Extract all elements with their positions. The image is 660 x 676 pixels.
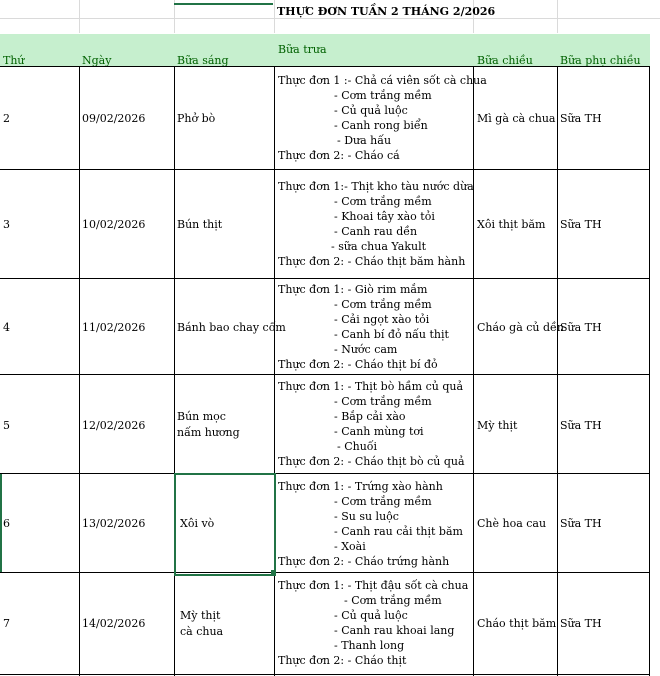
menu-line: - Củ quả luộc [334,609,408,622]
cell-bua-sang[interactable]: Mỳ thịt [180,609,221,622]
menu-line: Thực đơn 2: - Cháo trứng hành [278,555,450,568]
cell-thu[interactable]: 2 [3,112,10,125]
column-border [79,66,80,676]
menu-line: - Su su luộc [334,510,399,523]
row-border [0,572,650,573]
header-bua-trua[interactable]: Bữa trưa [278,43,327,56]
grid-line [274,0,275,33]
menu-line: Thực đơn 1:- Thịt kho tàu nước dừa [278,180,474,193]
cell-thu[interactable]: 4 [3,321,10,334]
menu-line: - Dưa hấu [337,134,392,147]
cell-bua-sang[interactable]: Xôi vò [180,517,215,530]
menu-line: - Củ quả luộc [334,104,408,117]
cell-ngay[interactable]: 13/02/2026 [82,517,146,530]
menu-line: - Thanh long [334,639,405,652]
cell-thu[interactable]: 5 [3,419,10,432]
cell-bua-phu-chieu[interactable]: Sữa TH [560,419,602,432]
menu-line: - Chuối [337,440,378,453]
cell-ngay[interactable]: 14/02/2026 [82,617,146,630]
menu-line: Thực đơn 1: - Giò rim mắm [278,283,428,296]
row-border [0,374,650,375]
menu-line: - Cơm trắng mềm [334,495,432,508]
menu-line: Thực đơn 1 :- Chả cá viên sốt cà chua [278,74,487,87]
menu-line: - Cải ngọt xào tỏi [334,313,430,326]
column-border [274,66,275,676]
grid-line [0,18,660,19]
menu-line: Thực đơn 2: - Cháo thịt [278,654,407,667]
cell-ngay[interactable]: 10/02/2026 [82,218,146,231]
menu-line: Thực đơn 2: - Cháo thịt bí đỏ [278,358,438,371]
cell-thu[interactable]: 7 [3,617,10,630]
column-selection-marker [174,0,273,5]
menu-line: - Cơm trắng mềm [334,298,432,311]
cell-thu[interactable]: 3 [3,218,10,231]
header-bua-sang[interactable]: Bữa sáng [177,54,229,67]
cell-bua-chieu[interactable]: Cháo gà củ dền [477,321,564,334]
cell-bua-sang[interactable]: Bún thịt [177,218,223,231]
menu-line: - Canh mùng tơi [334,425,424,438]
column-border [557,66,558,676]
fill-handle[interactable] [271,570,276,575]
cell-bua-chieu[interactable]: Chè hoa cau [477,517,547,530]
menu-line: Thực đơn 1: - Trứng xào hành [278,480,443,493]
menu-line: Thực đơn 2: - Cháo cá [278,149,400,162]
row-border [0,473,650,474]
cell-bua-trua[interactable] [278,379,465,469]
active-cell-selection[interactable] [174,473,276,576]
cell-bua-sang[interactable]: Bún mọc [177,410,226,423]
menu-line: - sữa chua Yakult [331,240,427,253]
menu-line: Thực đơn 1: - Thịt bò hầm củ quả [278,380,464,393]
menu-line: - Cơm trắng mềm [344,594,442,607]
menu-line: - Cơm trắng mềm [334,89,432,102]
cell-bua-phu-chieu[interactable]: Sữa TH [560,112,602,125]
cell-bua-phu-chieu[interactable]: Sữa TH [560,218,602,231]
menu-title[interactable]: THỰC ĐƠN TUẦN 2 THÁNG 2/2026 [277,5,496,18]
cell-bua-chieu[interactable]: Mì gà cà chua [477,112,556,125]
cell-ngay[interactable]: 11/02/2026 [82,321,146,334]
menu-line: - Khoai tây xào tỏi [334,210,435,223]
column-border [174,66,175,676]
cell-bua-chieu[interactable]: Mỳ thịt [477,419,518,432]
header-thu[interactable]: Thứ [3,54,25,67]
cell-bua-trua[interactable] [278,73,487,163]
cell-bua-chieu[interactable]: Cháo thịt băm [477,617,557,630]
row-border [0,674,650,675]
menu-line: - Cơm trắng mềm [334,195,432,208]
cell-bua-phu-chieu[interactable]: Sữa TH [560,517,602,530]
grid-line [79,0,80,33]
cell-ngay[interactable]: 09/02/2026 [82,112,146,125]
cell-bua-trua[interactable] [278,282,449,372]
cell-bua-phu-chieu[interactable]: Sữa TH [560,321,602,334]
row-selection-marker [0,474,2,572]
cell-bua-sang-line-2[interactable]: cà chua [180,625,224,638]
menu-line: - Xoài [334,540,366,553]
grid-line [557,0,558,33]
header-ngay[interactable]: Ngày [82,54,112,67]
cell-bua-trua[interactable] [278,578,468,668]
menu-line: - Canh bí đỏ nấu thịt [334,328,449,341]
header-row [0,34,650,66]
menu-line: Thực đơn 2: - Cháo thịt bò củ quả [278,455,465,468]
cell-ngay[interactable]: 12/02/2026 [82,419,146,432]
menu-line: - Nước cam [334,343,398,356]
cell-bua-phu-chieu[interactable]: Sữa TH [560,617,602,630]
menu-line: - Canh rong biển [334,119,428,132]
menu-line: Thực đơn 2: - Cháo thịt băm hành [278,255,466,268]
menu-line: - Canh rau khoai lang [334,624,455,637]
row-border [0,169,650,170]
menu-line: Thực đơn 1: - Thịt đậu sốt cà chua [278,579,469,592]
cell-bua-sang[interactable]: Phở bò [177,112,216,125]
menu-line: - Bắp cải xào [334,410,406,423]
header-bua-chieu[interactable]: Bữa chiều [477,54,533,67]
cell-bua-trua[interactable] [278,479,463,569]
menu-line: - Canh rau cải thịt băm [334,525,463,538]
row-border [0,66,650,67]
cell-bua-chieu[interactable]: Xôi thịt băm [477,218,546,231]
cell-thu[interactable]: 6 [3,517,10,530]
cell-bua-trua[interactable] [278,179,474,269]
menu-line: - Canh rau dền [334,225,418,238]
header-bua-phu-chieu[interactable]: Bữa phụ chiều [560,54,641,67]
row-border [0,278,650,279]
menu-line: - Cơm trắng mềm [334,395,432,408]
cell-bua-sang[interactable]: Bánh bao chay cốm [177,321,286,334]
cell-bua-sang-line-2[interactable]: nấm hương [177,426,240,439]
column-border [649,66,650,676]
